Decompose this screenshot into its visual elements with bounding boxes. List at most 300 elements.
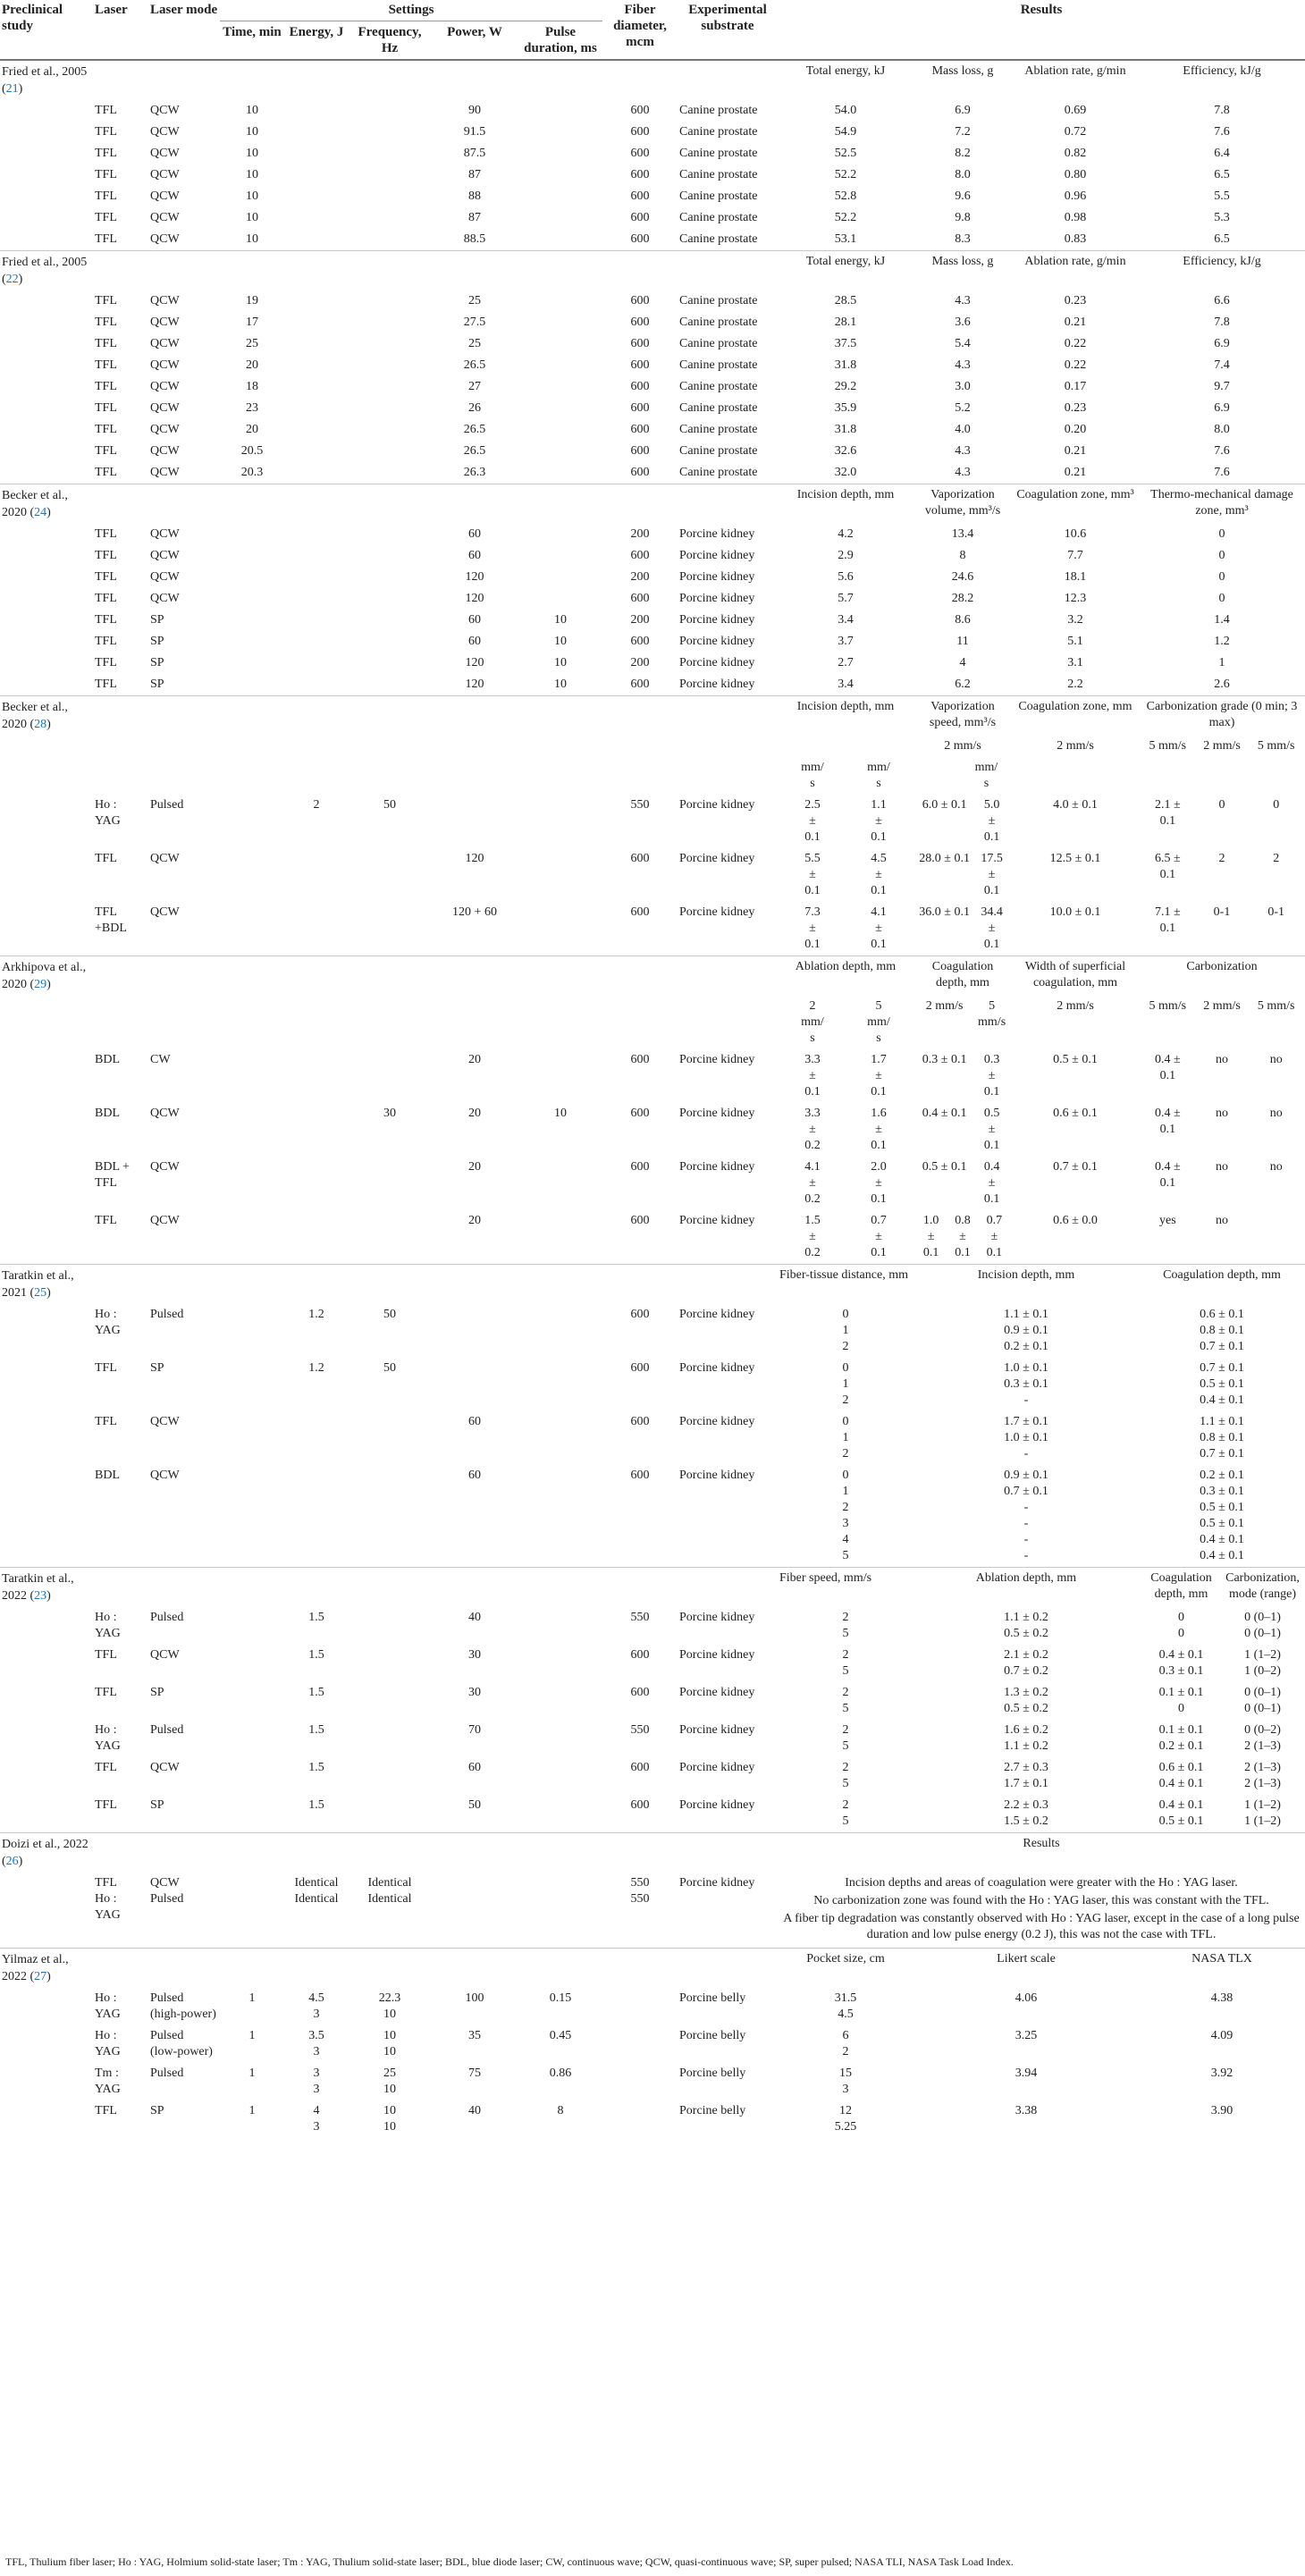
value-line: 0.9 ± 0.1 [1004, 1469, 1048, 1482]
distance-cell [778, 1304, 914, 1358]
value-line: Ho : [95, 1892, 117, 1906]
speed-unit [915, 776, 963, 792]
laser-cell [93, 1873, 148, 1949]
value-line: 0.5 ± 0.1 [1200, 1377, 1244, 1391]
laser-cell [93, 848, 148, 902]
width-cell: 0.6 ± 0.1 [1053, 1107, 1098, 1120]
value-stack [1222, 1610, 1303, 1642]
value-line: YAG [95, 1324, 121, 1337]
value-line: 10 [383, 2104, 396, 2117]
mode-cell: QCW [150, 527, 180, 541]
fiber-cell [602, 2025, 678, 2063]
frequency-cell [349, 229, 431, 251]
empty-cell [0, 736, 93, 757]
value-stack [779, 2028, 912, 2060]
value-line: - [1023, 1393, 1029, 1407]
speed-cell [778, 1757, 914, 1795]
value-line: 3 [313, 2083, 320, 2096]
mode-cell: CW [150, 1053, 171, 1066]
empty-cell [518, 1568, 602, 1608]
empty-cell [349, 1949, 431, 1989]
value-line: Pulsed [150, 1892, 184, 1906]
empty-cell [0, 524, 93, 545]
fiber-cell: 600 [630, 678, 650, 691]
result-cell: 1 [1218, 656, 1225, 669]
value-line: 1 [842, 1324, 849, 1337]
result-cell: 5.1 [1067, 635, 1083, 648]
value-line: 5.25 [834, 2120, 857, 2134]
study-ref: 27 [34, 1970, 47, 1983]
value-line: 3 [313, 2045, 320, 2058]
frequency-cell [349, 376, 431, 398]
empty-cell [0, 1465, 93, 1568]
value-stack [915, 1468, 1137, 1564]
value-line: 0.1 [983, 830, 1000, 844]
substrate-cell: Porcine kidney [679, 549, 755, 562]
result-cell: 10.6 [1064, 527, 1087, 541]
result-cell: 4.3 [955, 294, 971, 307]
value-line: 1.1 ± 0.2 [1004, 1611, 1048, 1624]
result-cell: 4.3 [955, 358, 971, 372]
value-line: 0.4 [983, 1160, 1000, 1174]
pocket-cell [778, 1988, 914, 2025]
empty-cell [284, 484, 349, 525]
energy-cell [284, 545, 349, 567]
frequency-cell [349, 419, 431, 441]
mode-cell [148, 2100, 220, 2138]
value-stack [1222, 1722, 1303, 1755]
empty-cell [284, 1833, 349, 1873]
substrate-cell: Porcine kidney [679, 852, 755, 865]
table-row [0, 1607, 1305, 1645]
substrate-cell: Canine prostate [679, 168, 758, 181]
result-cell: 3.7 [838, 635, 854, 648]
energy-cell [284, 610, 349, 631]
result-header: Fiber speed, mm/s [778, 1568, 914, 1608]
likert-cell: 3.94 [1015, 2067, 1038, 2080]
value-line: 4.5 [838, 2008, 854, 2021]
value-line: 0.3 ± 0.1 [1200, 1485, 1244, 1498]
value-stack [779, 1991, 912, 2023]
energy-cell [284, 2025, 349, 2063]
result-cell: 3.4 [838, 613, 854, 627]
substrate-cell: Porcine kidney [679, 592, 755, 605]
empty-cell [220, 757, 284, 795]
result-cell: 2.7 [838, 656, 854, 669]
value-line: ± [988, 814, 996, 828]
value-line: 0.2 ± 0.1 [1158, 1739, 1204, 1753]
value-line: ± [927, 1230, 935, 1243]
value-stack [779, 1307, 912, 1355]
energy-cell [284, 164, 349, 186]
coag-cell [914, 1157, 1012, 1210]
value-line: 0.1 [983, 884, 1000, 897]
study-name: Arkhipova et al., 2020 (29) [0, 956, 93, 997]
energy-cell [284, 376, 349, 398]
empty-cell [0, 1873, 93, 1949]
value-line: 1 [842, 1485, 849, 1498]
empty-cell [678, 1265, 778, 1305]
frequency-cell [349, 545, 431, 567]
result-header: Ablation rate, g/min [1012, 60, 1139, 100]
value-line: 0.2 [804, 1139, 821, 1152]
empty-cell [93, 996, 148, 1049]
empty-cell [518, 60, 602, 100]
result-cell: 32.0 [834, 466, 857, 479]
energy-cell [284, 398, 349, 419]
table-row [0, 398, 1305, 419]
empty-cell [148, 696, 220, 737]
value-grid [779, 1159, 912, 1208]
value-line: 0.7 ± 0.2 [1004, 1664, 1048, 1678]
laser-cell: TFL [95, 168, 117, 181]
value-line: 0.1 [804, 938, 821, 951]
table-row [0, 1988, 1305, 2025]
table-row [0, 545, 1305, 567]
empty-cell [0, 1304, 93, 1358]
time-cell [220, 1304, 284, 1358]
value-line: 0.7 [871, 1214, 887, 1227]
empty-cell [349, 484, 431, 525]
substrate-cell: Porcine kidney [679, 678, 755, 691]
value-stack [915, 1610, 1137, 1642]
power-cell: 26.3 [463, 466, 486, 479]
value-line: TFL [95, 1798, 117, 1812]
empty-cell [93, 1833, 148, 1873]
substrate-cell: Porcine kidney [679, 1648, 755, 1662]
power-cell: 120 [465, 678, 484, 691]
table-row [0, 1304, 1305, 1358]
result-cell: 5.2 [955, 401, 971, 415]
power-cell: 87 [468, 211, 481, 224]
time-cell: 10 [246, 189, 258, 203]
value-stack [846, 1052, 912, 1100]
value-stack [95, 1760, 147, 1776]
mode-cell [148, 2025, 220, 2063]
frequency-cell [349, 1757, 431, 1795]
laser-cell: TFL [95, 613, 117, 627]
value-line: 2.1 ± [1154, 798, 1181, 812]
value-grid [779, 851, 912, 899]
empty-cell [602, 956, 678, 997]
value-line: 2.7 ± 0.3 [1004, 1761, 1048, 1774]
value-line: 1.7 ± 0.1 [1004, 1777, 1048, 1790]
frequency-cell [349, 524, 431, 545]
fiber-cell [602, 1873, 678, 1949]
value-grid [1141, 1647, 1303, 1679]
study-ref: 28 [34, 718, 47, 731]
empty-cell [148, 1265, 220, 1305]
result-cell: 0.98 [1064, 211, 1087, 224]
value-stack [779, 1213, 846, 1261]
value-stack [286, 1991, 347, 2023]
value-line: - [1023, 1501, 1029, 1514]
value-line: 2 [842, 1501, 849, 1514]
table-footnote: TFL, Thulium fiber laser; Ho : YAG, Holmium solid-state laser; Tm : YAG, Thulium solid-state laser; BDL, blue diode laser; CW, continuous wave; QCW, quasi-continuous wave; SP, super pulsed; NASA TLI, NASA Task Load Index. [5, 2555, 1014, 2568]
empty-cell [518, 251, 602, 291]
value-stack [95, 1052, 147, 1068]
value-grid [915, 905, 1010, 953]
value-line: 0.1 [1159, 1123, 1176, 1136]
energy-cell: 1.5 [308, 1723, 324, 1737]
value-line: 0.5 ± 0.2 [1004, 1702, 1048, 1715]
value-line: 12 [839, 2104, 852, 2117]
power-cell: 88.5 [463, 232, 486, 246]
value-stack [779, 1052, 846, 1100]
empty-cell [0, 567, 93, 588]
energy-cell: 1.5 [308, 1611, 324, 1624]
value-stack [779, 1797, 912, 1830]
distance-cell [778, 1411, 914, 1465]
value-line: 0.8 [955, 1214, 971, 1227]
table-row [0, 1049, 1305, 1103]
value-stack [973, 905, 1010, 953]
table-row [0, 312, 1305, 333]
mode-cell: QCW [150, 905, 180, 919]
value-stack [95, 1106, 147, 1122]
value-line: 5.5 [804, 852, 821, 865]
frequency-cell [349, 143, 431, 164]
value-line: 1.5 ± 0.2 [1004, 1814, 1048, 1828]
value-line: 2.2 ± 0.3 [1004, 1798, 1048, 1812]
value-stack [779, 1647, 912, 1679]
value-line: 0.1 [804, 1085, 821, 1099]
value-line: 0.1 [986, 1246, 1003, 1259]
laser-cell: TFL [95, 104, 117, 117]
result-cell: 24.6 [951, 570, 974, 584]
speed-unit: s [876, 777, 881, 790]
empty-cell [93, 60, 148, 100]
value-line: ± [988, 1176, 996, 1190]
substrate-cell: Porcine kidney [679, 1876, 755, 1890]
fiber-cell: 600 [630, 1214, 650, 1227]
result-cell: 31.8 [834, 423, 857, 436]
empty-cell [220, 1833, 284, 1873]
value-stack [779, 1159, 846, 1208]
mode-cell: SP [150, 678, 164, 691]
frequency-cell [349, 1157, 431, 1210]
energy-cell [284, 229, 349, 251]
value-stack [915, 1414, 1137, 1462]
value-line: BDL + [95, 1160, 130, 1174]
substrate-cell: Porcine kidney [679, 1214, 755, 1227]
empty-cell [284, 1949, 349, 1989]
value-line: 0.6 ± 0.1 [1158, 1761, 1204, 1774]
coag-carb-cell [1139, 1757, 1305, 1795]
table-row [0, 2100, 1305, 2138]
value-line: 0-1 [1267, 905, 1285, 919]
fiber-cell: 600 [630, 1107, 650, 1120]
fiber-cell: 600 [630, 1469, 650, 1482]
value-line: 36.0 ± 0.1 [919, 905, 970, 919]
time-cell [220, 1411, 284, 1465]
value-line: 0.5 ± 0.1 [1200, 1517, 1244, 1530]
value-stack [1141, 1647, 1222, 1679]
power-cell: 26.5 [463, 423, 486, 436]
empty-cell [1139, 757, 1305, 795]
nasa-cell: 3.90 [1210, 2104, 1233, 2117]
value-line: s [876, 1031, 881, 1045]
result-cell: 8.0 [1214, 423, 1230, 436]
coag-cell [1139, 1465, 1305, 1568]
study-ref: 26 [5, 1855, 19, 1868]
value-line: 7.3 [804, 905, 821, 919]
value-line: 6.0 ± 0.1 [922, 798, 967, 812]
value-line: 2 [842, 2045, 849, 2058]
mode-cell: SP [150, 1686, 164, 1699]
value-line: 1.5 [804, 1214, 821, 1227]
power-cell: 25 [468, 337, 481, 350]
value-grid [1141, 1760, 1303, 1792]
result-line: No carbonization zone was found with the Ho : YAG laser, this was constant with the TFL. [813, 1894, 1269, 1907]
result-cell: 0 [1218, 592, 1225, 605]
empty-cell [220, 60, 284, 100]
mode-cell: QCW [150, 1214, 180, 1227]
speed-unit: mm/ [801, 761, 824, 774]
speed-row [0, 757, 1305, 795]
result-cell: 6.6 [1214, 294, 1230, 307]
value-line: 1.7 ± 0.1 [1004, 1415, 1048, 1428]
table-row [0, 333, 1305, 355]
result-cell: 0 [1218, 570, 1225, 584]
empty-cell [602, 251, 678, 291]
value-line: 0.1 [871, 1139, 887, 1152]
value-line: 22.3 [378, 1991, 401, 2005]
fiber-cell [602, 1988, 678, 2025]
laser-cell: TFL [95, 294, 117, 307]
result-cell: 7.8 [1214, 104, 1230, 117]
value-line: mm/s [978, 1015, 1006, 1029]
power-cell: 25 [468, 294, 481, 307]
value-grid [1141, 1106, 1303, 1138]
pulse-cell [518, 848, 602, 902]
laser-cell [93, 1720, 148, 1757]
table-row [0, 902, 1305, 956]
pulse-cell [518, 376, 602, 398]
substrate-cell: Porcine kidney [679, 1723, 755, 1737]
mode-cell: QCW [150, 852, 180, 865]
power-cell [431, 1304, 518, 1358]
value-line: 0.2 ± 0.1 [1200, 1469, 1244, 1482]
laser-cell: TFL [95, 401, 117, 415]
result-header: Results [778, 1833, 1305, 1873]
result-cell: 0.69 [1064, 104, 1087, 117]
pulse-cell [518, 545, 602, 567]
empty-cell [220, 736, 284, 757]
mode-cell: QCW [150, 1160, 180, 1174]
time-cell [220, 848, 284, 902]
table-row [0, 848, 1305, 902]
result-cell: 6.9 [1214, 401, 1230, 415]
pulse-cell [518, 1607, 602, 1645]
table-row [0, 186, 1305, 207]
value-stack [1141, 1052, 1195, 1084]
table-row [0, 795, 1305, 848]
power-cell: 26.5 [463, 444, 486, 458]
value-line: 0.5 [983, 1107, 1000, 1120]
time-cell [220, 1465, 284, 1568]
laser-cell [93, 1988, 148, 2025]
value-line: 4.1 [871, 905, 887, 919]
table-row [0, 1682, 1305, 1720]
carb-cell [1139, 902, 1305, 956]
substrate-cell: Canine prostate [679, 294, 758, 307]
power-cell [431, 1358, 518, 1411]
mode-cell [148, 1873, 220, 1949]
time-cell: 10 [246, 147, 258, 160]
result-cell: 7.7 [1067, 549, 1083, 562]
result-line: Incision depths and areas of coagulation were greater with the Ho : YAG laser. [845, 1876, 1238, 1890]
value-stack [95, 1875, 147, 1924]
empty-cell [0, 1795, 93, 1833]
pulse-cell [518, 164, 602, 186]
value-stack [350, 1875, 429, 1907]
laser-cell [93, 1465, 148, 1568]
result-header: Incision depth, mm [778, 484, 914, 525]
frequency-cell [349, 312, 431, 333]
empty-cell [220, 1949, 284, 1989]
empty-cell [678, 757, 778, 795]
laser-cell: TFL [95, 189, 117, 203]
header-power: Power, W [431, 21, 518, 61]
power-cell: 40 [468, 1611, 481, 1624]
empty-cell [0, 795, 93, 848]
value-stack [95, 1991, 147, 2023]
energy-cell [284, 122, 349, 143]
value-line: 10 [383, 2083, 396, 2096]
table-row [0, 143, 1305, 164]
energy-cell [284, 524, 349, 545]
value-line: 2 [842, 1761, 849, 1774]
speed-label: 5 mm/s [1149, 999, 1187, 1013]
empty-cell [349, 736, 431, 757]
energy-cell: 1.2 [308, 1361, 324, 1375]
substrate-cell: Porcine kidney [679, 635, 755, 648]
pulse-cell [518, 1645, 602, 1682]
laser-cell: TFL [95, 527, 117, 541]
table-row [0, 100, 1305, 122]
pulse-cell [518, 902, 602, 956]
value-stack [95, 1468, 147, 1484]
value-stack [150, 2103, 218, 2119]
study-name: Becker et al., 2020 (24) [0, 484, 93, 525]
value-stack [1141, 1360, 1303, 1409]
time-cell [220, 1049, 284, 1103]
value-line: 0 [842, 1361, 849, 1375]
value-line: YAG [95, 1908, 121, 1922]
energy-cell [284, 100, 349, 122]
energy-cell [284, 631, 349, 652]
empty-cell [518, 956, 602, 997]
result-cell: 3.1 [1067, 656, 1083, 669]
value-line: no [1216, 1053, 1229, 1066]
value-stack [150, 2066, 218, 2082]
fiber-cell: 600 [630, 1648, 650, 1662]
frequency-cell [349, 1607, 431, 1645]
laser-cell [93, 902, 148, 956]
empty-cell [0, 1682, 93, 1720]
study-header-row [0, 60, 1305, 100]
value-stack [779, 1685, 912, 1717]
value-line: 0.1 [983, 1085, 1000, 1099]
time-cell: 23 [246, 401, 258, 415]
time-cell [220, 1103, 284, 1157]
fiber-cell: 600 [630, 147, 650, 160]
mode-cell: SP [150, 1798, 164, 1812]
value-line: 31.5 [834, 1991, 857, 2005]
header-time: Time, min [220, 21, 284, 61]
mode-cell: QCW [150, 189, 180, 203]
